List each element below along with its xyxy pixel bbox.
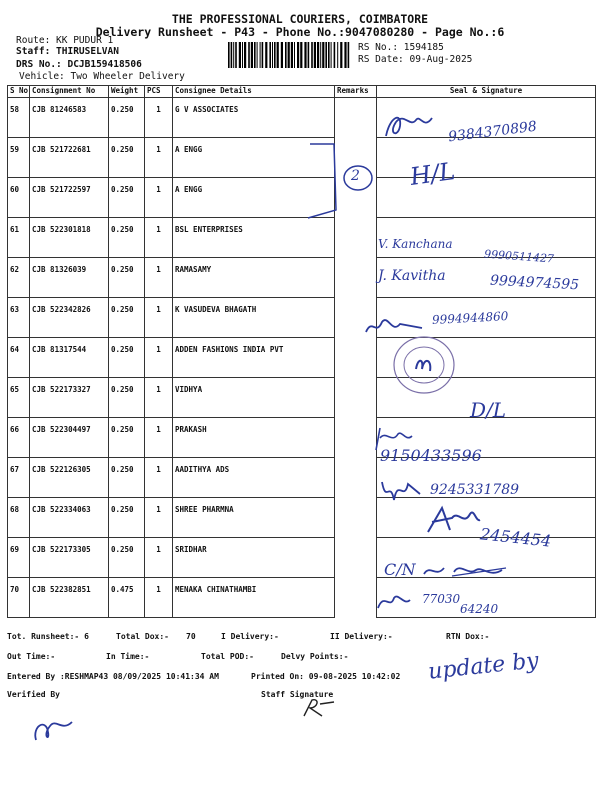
- staff-signature-mark: [298, 694, 338, 722]
- cell-pcs: 1: [145, 298, 173, 338]
- cell-consignment: CJB 522301818: [30, 218, 109, 258]
- handwritten-phone-67: 9245331789: [430, 482, 520, 498]
- cell-sno: 64: [8, 338, 30, 378]
- cell-consignment: CJB 522382851: [30, 578, 109, 618]
- cell-pcs: 1: [145, 338, 173, 378]
- remark-bracket: [300, 140, 380, 222]
- cell-pcs: 1: [145, 378, 173, 418]
- signature-70: [374, 588, 414, 614]
- cell-sno: 59: [8, 138, 30, 178]
- total-runsheet: Tot. Runsheet:- 6: [7, 632, 89, 641]
- handwritten-name-62: J. Kavitha: [378, 268, 446, 284]
- cell-sno: 65: [8, 378, 30, 418]
- route: Route: KK PUDUR 1: [16, 35, 114, 46]
- table-row: [8, 418, 596, 458]
- handwritten-phone-62: 9994974595: [489, 272, 580, 294]
- cell-consignee: AADITHYA ADS: [173, 458, 335, 498]
- signature-69: [420, 556, 510, 586]
- rtn-dox: RTN Dox:-: [446, 632, 490, 641]
- col-consignee: Consignee Details: [173, 86, 335, 98]
- cell-pcs: 1: [145, 178, 173, 218]
- cell-sno: 68: [8, 498, 30, 538]
- verifier-signature: [28, 712, 78, 746]
- cell-remarks: [335, 418, 377, 458]
- in-time: In Time:-: [106, 652, 150, 661]
- col-weight: Weight: [109, 86, 145, 98]
- cell-pcs: 1: [145, 218, 173, 258]
- cell-pcs: 1: [145, 418, 173, 458]
- cell-pcs: 1: [145, 538, 173, 578]
- cell-weight: 0.250: [109, 378, 145, 418]
- delivery-points: Delvy Points:-: [281, 652, 349, 661]
- cell-weight: 0.250: [109, 178, 145, 218]
- cell-remarks: [335, 538, 377, 578]
- handwritten-phone-70b: 64240: [460, 602, 499, 616]
- handwritten-phone-61: 9990511427: [483, 247, 555, 266]
- cell-weight: 0.250: [109, 538, 145, 578]
- handwritten-dl: D/L: [470, 398, 507, 422]
- cell-consignment: CJB 81317544: [30, 338, 109, 378]
- cell-remarks: [335, 458, 377, 498]
- cell-consignment: CJB 81326039: [30, 258, 109, 298]
- cell-remarks: [335, 258, 377, 298]
- cell-consignment: CJB 521722597: [30, 178, 109, 218]
- company-name: THE PROFESSIONAL COURIERS, COIMBATORE: [171, 12, 429, 26]
- printed-on: Printed On: 09-08-2025 10:42:02: [251, 672, 401, 681]
- cell-consignment: CJB 522173305: [30, 538, 109, 578]
- cell-pcs: 1: [145, 98, 173, 138]
- total-dox-label: Total Dox:-: [116, 632, 169, 641]
- cell-sno: 62: [8, 258, 30, 298]
- cell-sno: 63: [8, 298, 30, 338]
- cell-consignment: CJB 81246583: [30, 98, 109, 138]
- cell-consignee: RAMASAMY: [173, 258, 335, 298]
- cell-weight: 0.250: [109, 418, 145, 458]
- cell-consignment: CJB 522126305: [30, 458, 109, 498]
- staff: Staff: THIRUSELVAN: [16, 46, 119, 57]
- signature-68: [424, 502, 484, 538]
- cell-sno: 69: [8, 538, 30, 578]
- cell-weight: 0.250: [109, 98, 145, 138]
- cell-remarks: [335, 338, 377, 378]
- cell-pcs: 1: [145, 498, 173, 538]
- cell-weight: 0.250: [109, 298, 145, 338]
- cell-consignment: CJB 522342826: [30, 298, 109, 338]
- remark-count: 2: [351, 168, 360, 184]
- col-consignment: Consignment No: [30, 86, 109, 98]
- handwritten-phone-58: 9384370898: [447, 118, 538, 146]
- entered-by: Entered By :RESHMAP43 08/09/2025 10:41:34 AM: [7, 672, 219, 681]
- table-row: [8, 338, 596, 378]
- handwritten-phone-66: 9150433596: [380, 446, 482, 465]
- barcode: [228, 42, 352, 68]
- i-delivery: I Delivery:-: [221, 632, 279, 641]
- cell-consignee: A ENGG: [173, 178, 335, 218]
- cell-consignee: BSL ENTERPRISES: [173, 218, 335, 258]
- col-sno: S No: [8, 86, 30, 98]
- cell-remarks: [335, 578, 377, 618]
- cell-weight: 0.250: [109, 338, 145, 378]
- cell-consignee: PRAKASH: [173, 418, 335, 458]
- vehicle: Vehicle: Two Wheeler Delivery: [19, 71, 185, 82]
- runsheet-title: Delivery Runsheet - P43 - Phone No.:9047080280 - Page No.:6: [95, 25, 505, 39]
- cell-remarks: [335, 218, 377, 258]
- col-remarks: Remarks: [335, 86, 377, 98]
- cell-sno: 67: [8, 458, 30, 498]
- cell-consignee: SRIDHAR: [173, 538, 335, 578]
- handwritten-phone-63: 9994944860: [431, 309, 509, 327]
- cell-pcs: 1: [145, 138, 173, 178]
- staff-signature: Staff Signature: [261, 690, 334, 699]
- out-time: Out Time:-: [7, 652, 56, 661]
- cell-consignment: CJB 522173327: [30, 378, 109, 418]
- cell-consignee: MENAKA CHINATHAMBI: [173, 578, 335, 618]
- cell-remarks: [335, 498, 377, 538]
- rs-date: RS Date: 09-Aug-2025: [358, 54, 473, 65]
- cell-weight: 0.250: [109, 258, 145, 298]
- handwritten-update: update by: [426, 648, 540, 685]
- cell-consignee: G V ASSOCIATES: [173, 98, 335, 138]
- cell-weight: 0.250: [109, 138, 145, 178]
- cell-pcs: 1: [145, 578, 173, 618]
- total-pod: Total POD:-: [201, 652, 254, 661]
- drs-number: DRS No.: DCJB159418506: [16, 59, 142, 70]
- table-row: [8, 378, 596, 418]
- ii-delivery: II Delivery:-: [330, 632, 393, 641]
- cell-remarks: [335, 98, 377, 138]
- handwritten-phone-70a: 77030: [422, 592, 461, 606]
- handwritten-cn: C/N: [384, 560, 416, 579]
- cell-sno: 61: [8, 218, 30, 258]
- table-header-row: [8, 86, 596, 98]
- handwritten-hl: H/L: [408, 157, 457, 191]
- cell-remarks: [335, 378, 377, 418]
- cell-weight: 0.250: [109, 458, 145, 498]
- cell-consignment: CJB 522334063: [30, 498, 109, 538]
- cell-consignee: SHREE PHARMNA: [173, 498, 335, 538]
- cell-weight: 0.475: [109, 578, 145, 618]
- total-dox-value: 70: [186, 632, 196, 641]
- col-pcs: PCS: [145, 86, 173, 98]
- cell-consignee: VIDHYA: [173, 378, 335, 418]
- col-seal-signature: Seal & Signature: [377, 86, 596, 98]
- verified-by: Verified By: [7, 690, 60, 699]
- company-seal: [390, 333, 464, 401]
- cell-consignee: ADDEN FASHIONS INDIA PVT: [173, 338, 335, 378]
- cell-weight: 0.250: [109, 218, 145, 258]
- cell-sno: 58: [8, 98, 30, 138]
- cell-signature: [377, 178, 596, 218]
- signature-58: [380, 108, 440, 148]
- rs-number: RS No.: 1594185: [358, 42, 444, 53]
- cell-sno: 70: [8, 578, 30, 618]
- cell-sno: 66: [8, 418, 30, 458]
- cell-consignee: K VASUDEVA BHAGATH: [173, 298, 335, 338]
- handwritten-phone-68: 2454454: [479, 524, 553, 551]
- handwritten-name-61: V. Kanchana: [378, 237, 453, 251]
- cell-consignee: A ENGG: [173, 138, 335, 178]
- cell-pcs: 1: [145, 258, 173, 298]
- cell-weight: 0.250: [109, 498, 145, 538]
- cell-sno: 60: [8, 178, 30, 218]
- cell-consignment: CJB 521722681: [30, 138, 109, 178]
- cell-pcs: 1: [145, 458, 173, 498]
- cell-consignment: CJB 522304497: [30, 418, 109, 458]
